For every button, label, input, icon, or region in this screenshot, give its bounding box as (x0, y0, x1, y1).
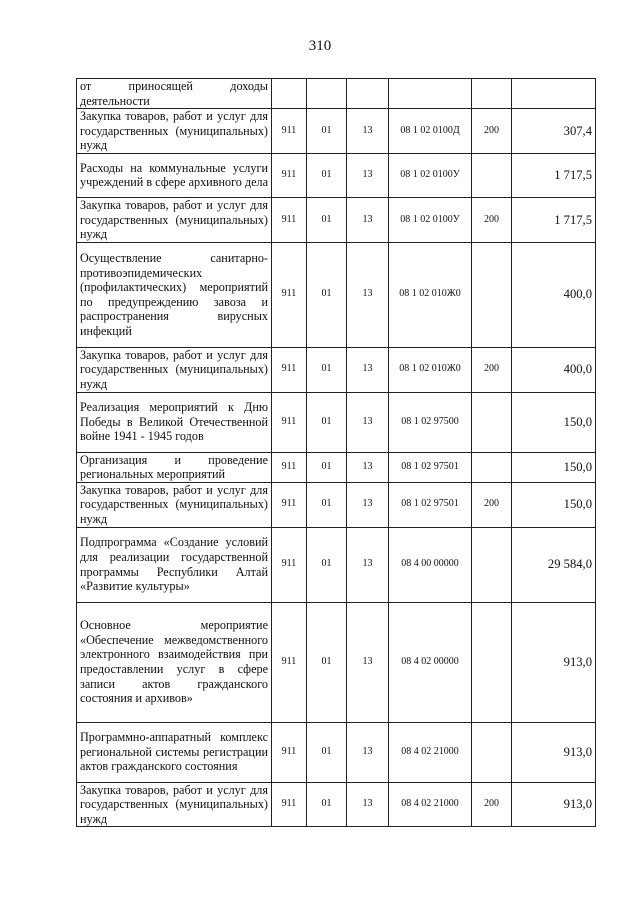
table-row (77, 242, 596, 347)
target-article-code: 08 1 02 0100Д (389, 109, 472, 154)
subsection-code: 13 (347, 602, 389, 722)
section-code: 01 (307, 109, 347, 154)
target-article-code: 08 1 02 97501 (389, 482, 472, 527)
subsection-code: 13 (347, 482, 389, 527)
item-name: Закупка товаров, работ и услуг для государственных (муниципальных) нужд (77, 197, 272, 242)
grbs-code: 911 (272, 722, 307, 782)
subsection-code: 13 (347, 347, 389, 392)
subsection-code: 13 (347, 153, 389, 197)
amount: 913,0 (512, 782, 596, 827)
target-article-code: 08 1 02 97500 (389, 392, 472, 452)
grbs-code: 911 (272, 197, 307, 242)
table-row (77, 482, 596, 527)
section-code: 01 (307, 242, 347, 347)
item-name: Расходы на коммунальные услуги учреждений в сфере архивного дела (77, 153, 272, 197)
item-name: Организация и проведение региональных мероприятий (77, 452, 272, 482)
table-row (77, 197, 596, 242)
grbs-code: 911 (272, 602, 307, 722)
target-article-code: 08 1 02 010Ж0 (389, 242, 472, 347)
amount: 1 717,5 (512, 153, 596, 197)
amount: 400,0 (512, 347, 596, 392)
page-number: 310 (308, 38, 332, 54)
grbs-code: 911 (272, 452, 307, 482)
grbs-code: 911 (272, 782, 307, 827)
target-article-code: 08 1 02 0100У (389, 153, 472, 197)
item-name: Закупка товаров, работ и услуг для государственных (муниципальных) нужд (77, 782, 272, 827)
item-name: Реализация мероприятий к Дню Победы в Великой Отечественной войне 1941 - 1945 годов (77, 392, 272, 452)
amount: 29 584,0 (512, 527, 596, 602)
grbs-code: 911 (272, 109, 307, 154)
table-row (77, 782, 596, 827)
target-article-code: 08 4 02 00000 (389, 602, 472, 722)
subsection-code: 13 (347, 722, 389, 782)
expense-type-code (472, 527, 512, 602)
section-code: 01 (307, 197, 347, 242)
section-code: 01 (307, 722, 347, 782)
amount: 400,0 (512, 242, 596, 347)
expense-type-code: 200 (472, 782, 512, 827)
section-code: 01 (307, 527, 347, 602)
table-row (77, 722, 596, 782)
expense-type-code: 200 (472, 109, 512, 154)
subsection-code (347, 79, 389, 109)
expense-type-code (472, 153, 512, 197)
grbs-code (272, 79, 307, 109)
expense-type-code (472, 602, 512, 722)
section-code: 01 (307, 347, 347, 392)
section-code: 01 (307, 602, 347, 722)
target-article-code: 08 4 02 21000 (389, 782, 472, 827)
target-article-code: 08 4 00 00000 (389, 527, 472, 602)
expense-type-code (472, 242, 512, 347)
table-row (77, 109, 596, 154)
grbs-code: 911 (272, 482, 307, 527)
budget-table (76, 78, 596, 827)
amount: 913,0 (512, 602, 596, 722)
item-name: Подпрограмма «Создание условий для реализации государственной программы Республики Алтай «Развитие культуры» (77, 527, 272, 602)
target-article-code: 08 1 02 97501 (389, 452, 472, 482)
grbs-code: 911 (272, 527, 307, 602)
item-name: Закупка товаров, работ и услуг для государственных (муниципальных) нужд (77, 109, 272, 154)
subsection-code: 13 (347, 452, 389, 482)
item-name: от приносящей доходы деятельности (77, 79, 272, 109)
target-article-code (389, 79, 472, 109)
amount: 150,0 (512, 482, 596, 527)
item-name: Программно-аппаратный комплекс региональной системы регистрации актов гражданского состояния (77, 722, 272, 782)
amount: 307,4 (512, 109, 596, 154)
target-article-code: 08 1 02 0100У (389, 197, 472, 242)
grbs-code: 911 (272, 242, 307, 347)
table-row (77, 392, 596, 452)
subsection-code: 13 (347, 242, 389, 347)
item-name: Основное мероприятие «Обеспечение межведомственного электронного взаимодействия при предоставлении услуг в сфере записи актов гражданского состояния и архивов» (77, 602, 272, 722)
amount: 1 717,5 (512, 197, 596, 242)
expense-type-code (472, 722, 512, 782)
expense-type-code: 200 (472, 347, 512, 392)
item-name: Закупка товаров, работ и услуг для государственных (муниципальных) нужд (77, 482, 272, 527)
subsection-code: 13 (347, 782, 389, 827)
subsection-code: 13 (347, 527, 389, 602)
table-row (77, 153, 596, 197)
expense-type-code (472, 79, 512, 109)
section-code: 01 (307, 782, 347, 827)
section-code: 01 (307, 392, 347, 452)
item-name: Осуществление санитарно-противоэпидемических (профилактических) мероприятий по предупреждению завоза и распространения вирусных инфекций (77, 242, 272, 347)
target-article-code: 08 4 02 21000 (389, 722, 472, 782)
expense-type-code (472, 452, 512, 482)
grbs-code: 911 (272, 153, 307, 197)
amount (512, 79, 596, 109)
section-code: 01 (307, 452, 347, 482)
amount: 150,0 (512, 392, 596, 452)
subsection-code: 13 (347, 109, 389, 154)
section-code: 01 (307, 153, 347, 197)
section-code: 01 (307, 482, 347, 527)
expense-type-code: 200 (472, 197, 512, 242)
table-row (77, 602, 596, 722)
grbs-code: 911 (272, 347, 307, 392)
amount: 150,0 (512, 452, 596, 482)
subsection-code: 13 (347, 392, 389, 452)
expense-type-code (472, 392, 512, 452)
grbs-code: 911 (272, 392, 307, 452)
amount: 913,0 (512, 722, 596, 782)
subsection-code: 13 (347, 197, 389, 242)
table-row (77, 527, 596, 602)
table-row (77, 79, 596, 109)
table-row (77, 452, 596, 482)
item-name: Закупка товаров, работ и услуг для государственных (муниципальных) нужд (77, 347, 272, 392)
expense-type-code: 200 (472, 482, 512, 527)
target-article-code: 08 1 02 010Ж0 (389, 347, 472, 392)
section-code (307, 79, 347, 109)
table-row (77, 347, 596, 392)
